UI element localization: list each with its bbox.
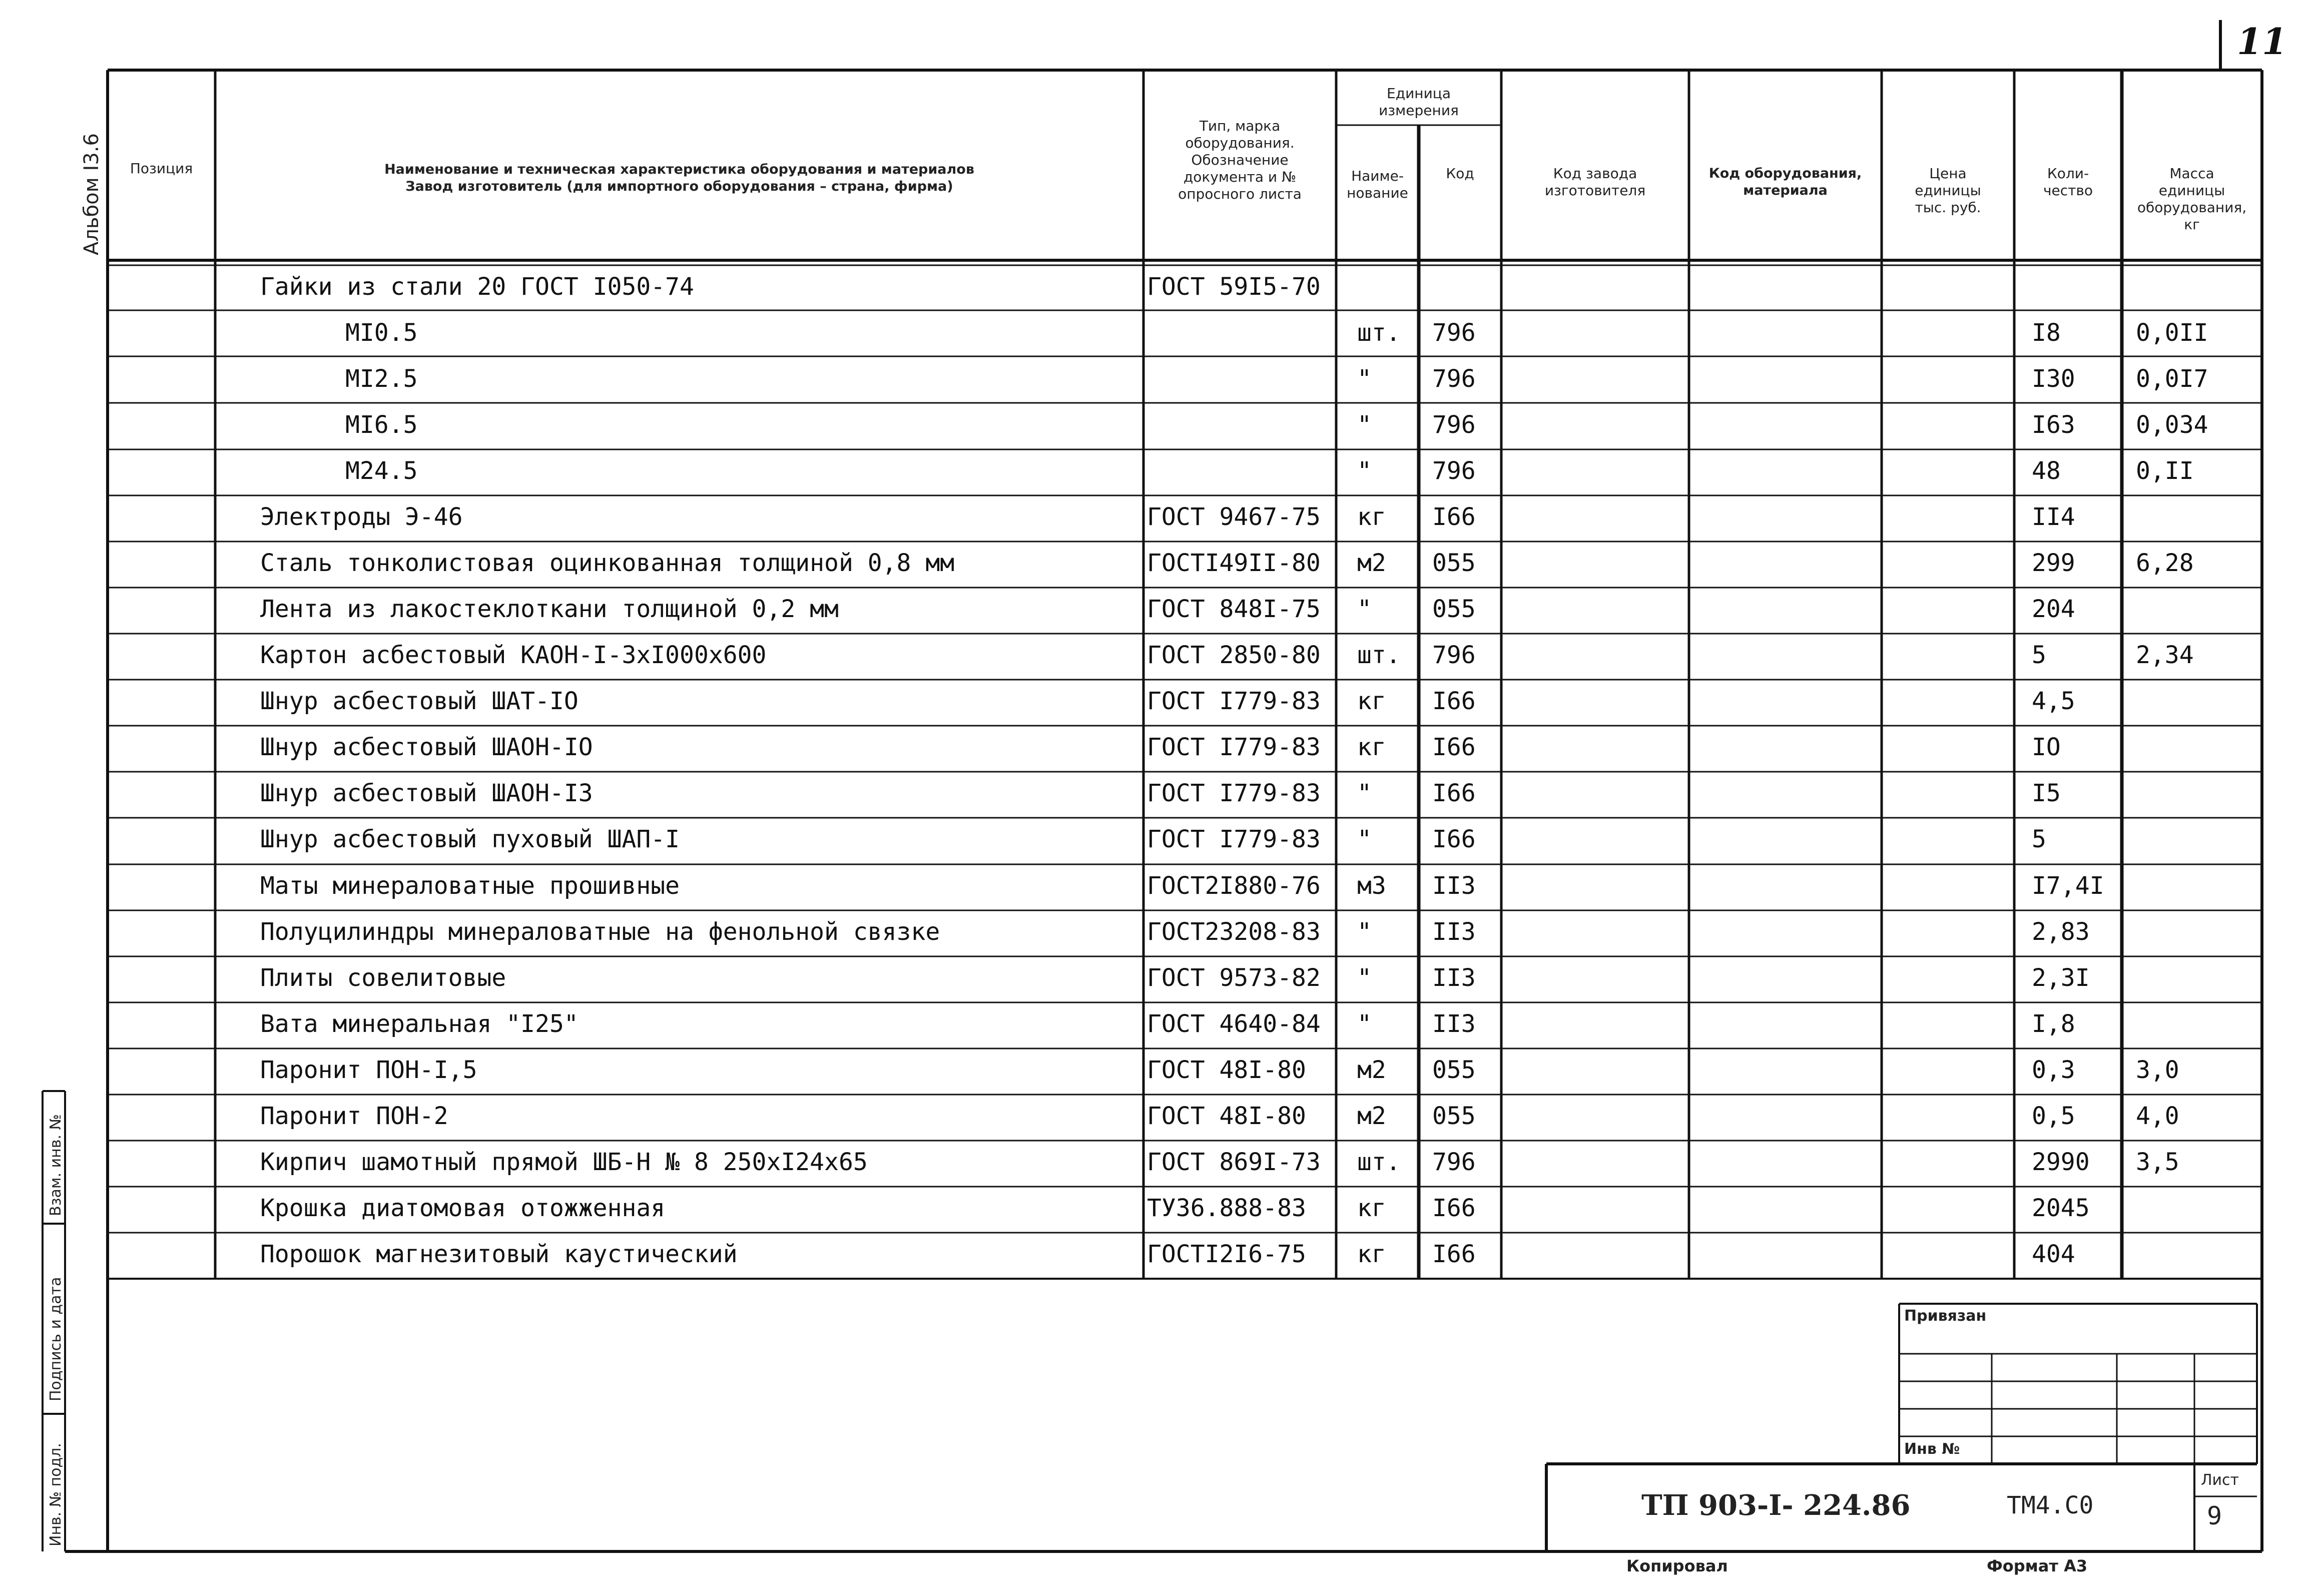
- item-name: Паронит ПОН-2: [260, 1102, 448, 1130]
- item-qty: 5: [2032, 825, 2046, 853]
- item-doc: ГОСТ 848I-75: [1147, 595, 1321, 623]
- item-qty: 204: [2032, 595, 2075, 623]
- header-unit-code: Код: [1446, 165, 1474, 182]
- table-row: [0, 365, 2262, 395]
- item-unit: шт.: [1357, 1148, 1401, 1176]
- sheet-code: ТМ4.С0: [2007, 1491, 2094, 1519]
- table-row: [0, 641, 2262, 671]
- item-code: I66: [1432, 1240, 1476, 1268]
- item-code: 055: [1432, 549, 1476, 577]
- item-code: 796: [1432, 1148, 1476, 1176]
- item-unit: кг: [1357, 503, 1386, 531]
- format-label: Формат А3: [1987, 1556, 2088, 1575]
- item-code: 055: [1432, 1056, 1476, 1084]
- header-unit-group: Единица измерения: [1379, 85, 1459, 119]
- item-name: Маты минераловатные прошивные: [260, 872, 680, 900]
- item-code: II3: [1432, 964, 1476, 992]
- item-qty: I7,4I: [2032, 872, 2104, 900]
- item-unit: м2: [1357, 549, 1386, 577]
- inv-number-label: Инв №: [1904, 1440, 1960, 1458]
- table-row: [0, 595, 2262, 625]
- item-qty: 5: [2032, 641, 2046, 669]
- item-unit: кг: [1357, 687, 1386, 715]
- header-position: Позиция: [130, 160, 193, 177]
- sheet-number: 9: [2207, 1501, 2222, 1530]
- item-doc: ГОСТ 9573-82: [1147, 964, 1321, 992]
- item-doc: ГОСТ 9467-75: [1147, 503, 1321, 531]
- item-name: Порошок магнезитовый каустический: [260, 1240, 738, 1268]
- item-doc: ГОСТ 2850-80: [1147, 641, 1321, 669]
- table-row: [0, 1102, 2262, 1132]
- item-mass: 2,34: [2136, 641, 2194, 669]
- table-row: [0, 457, 2262, 487]
- item-mass: 0,0I7: [2136, 365, 2208, 393]
- sheet-label: Лист: [2201, 1471, 2239, 1489]
- item-name: Кирпич шамотный прямой ШБ-Н № 8 250хI24х65: [260, 1148, 868, 1176]
- item-qty: I63: [2032, 411, 2075, 439]
- document-code: ТП 903-I- 224.86: [1641, 1489, 1911, 1522]
- item-doc: ГОСТ I779-83: [1147, 687, 1321, 715]
- item-unit: кг: [1357, 733, 1386, 761]
- item-qty: I8: [2032, 319, 2061, 347]
- item-mass: 0,034: [2136, 411, 2208, 439]
- item-name: МI6.5: [345, 411, 418, 439]
- attached-label: Привязан: [1904, 1307, 1987, 1325]
- item-qty: I5: [2032, 779, 2061, 807]
- item-qty: 0,5: [2032, 1102, 2075, 1130]
- item-name: Электроды Э-46: [260, 503, 463, 531]
- item-code: I66: [1432, 733, 1476, 761]
- item-name: Гайки из стали 20 ГОСТ I050-74: [260, 273, 694, 301]
- header-type: Тип, марка оборудования. Обозначение документа и № опросного листа: [1178, 118, 1302, 202]
- item-code: 796: [1432, 641, 1476, 669]
- table-row: [0, 687, 2262, 717]
- item-qty: IО: [2032, 733, 2061, 761]
- item-unit: ": [1357, 411, 1372, 439]
- table-row: [0, 411, 2262, 441]
- table-row: [0, 779, 2262, 809]
- item-code: I66: [1432, 1194, 1476, 1222]
- item-mass: 3,5: [2136, 1148, 2179, 1176]
- item-mass: 3,0: [2136, 1056, 2179, 1084]
- item-unit: ": [1357, 825, 1372, 853]
- table-row: [0, 1148, 2262, 1178]
- item-unit: м3: [1357, 872, 1386, 900]
- album-label: Альбом I3.6: [80, 133, 103, 255]
- item-unit: ": [1357, 457, 1372, 485]
- item-qty: I30: [2032, 365, 2075, 393]
- item-qty: 2045: [2032, 1194, 2090, 1222]
- table-row: [0, 549, 2262, 579]
- header-quantity: Коли- чество: [2043, 165, 2093, 199]
- item-code: I66: [1432, 779, 1476, 807]
- item-qty: 2,3I: [2032, 964, 2090, 992]
- item-qty: 2,83: [2032, 918, 2090, 946]
- item-qty: 404: [2032, 1240, 2075, 1268]
- stamp-replacement-inv: Взам. инв. №: [47, 1114, 65, 1216]
- stamp-signature-date: Подпись и дата: [47, 1277, 65, 1401]
- item-name: МI2.5: [345, 365, 418, 393]
- table-row: [0, 872, 2262, 902]
- item-doc: ГОСТ I779-83: [1147, 779, 1321, 807]
- item-name: Картон асбестовый КАОН-I-3хI000х600: [260, 641, 767, 669]
- table-row: [0, 1194, 2262, 1224]
- table-row: [0, 503, 2262, 533]
- item-doc: ГОСТ 48I-80: [1147, 1102, 1306, 1130]
- item-unit: ": [1357, 365, 1372, 393]
- table-row: [0, 319, 2262, 349]
- item-doc: ГОСТI49II-80: [1147, 549, 1321, 577]
- item-qty: 4,5: [2032, 687, 2075, 715]
- item-code: 055: [1432, 595, 1476, 623]
- item-qty: 2990: [2032, 1148, 2090, 1176]
- item-doc: ГОСТI2I6-75: [1147, 1240, 1306, 1268]
- item-doc: ГОСТ 48I-80: [1147, 1056, 1306, 1084]
- item-unit: кг: [1357, 1194, 1386, 1222]
- item-doc: ГОСТ23208-83: [1147, 918, 1321, 946]
- item-code: II3: [1432, 918, 1476, 946]
- item-name: Шнур асбестовый ШАОН-IО: [260, 733, 593, 761]
- header-price: Цена единицы тыс. руб.: [1915, 165, 1981, 216]
- item-unit: шт.: [1357, 641, 1401, 669]
- item-qty: 48: [2032, 457, 2061, 485]
- item-unit: ": [1357, 1010, 1372, 1038]
- item-doc: ГОСТ I779-83: [1147, 825, 1321, 853]
- header-unit-name: Наиме- нование: [1347, 168, 1408, 201]
- item-qty: II4: [2032, 503, 2075, 531]
- table-row: [0, 1010, 2262, 1040]
- header-name: Наименование и техническая характеристика оборудования и материалов Завод изготовитель (для импортного оборудования – страна, фирма): [384, 162, 974, 194]
- item-code: I66: [1432, 503, 1476, 531]
- item-code: II3: [1432, 872, 1476, 900]
- header-equipment-code: Код оборудования, материала: [1708, 166, 1862, 198]
- stamp-original-inv: Инв. № подл.: [47, 1443, 65, 1546]
- table-row: [0, 825, 2262, 855]
- item-name: Шнур асбестовый ШАТ-IО: [260, 687, 579, 715]
- item-unit: кг: [1357, 1240, 1386, 1268]
- item-name: МI0.5: [345, 319, 418, 347]
- item-doc: ГОСТ 869I-73: [1147, 1148, 1321, 1176]
- item-unit: м2: [1357, 1102, 1386, 1130]
- item-code: 796: [1432, 319, 1476, 347]
- table-row: [0, 1056, 2262, 1086]
- item-name: Сталь тонколистовая оцинкованная толщиной 0,8 мм: [260, 549, 955, 577]
- item-qty: I,8: [2032, 1010, 2075, 1038]
- item-mass: 0,0II: [2136, 319, 2208, 347]
- item-qty: 299: [2032, 549, 2075, 577]
- item-code: I66: [1432, 825, 1476, 853]
- item-name: Полуцилиндры минераловатные на фенольной связке: [260, 918, 940, 946]
- header-factory-code: Код завода изготовителя: [1544, 165, 1646, 199]
- item-unit: ": [1357, 779, 1372, 807]
- header-mass: Масса единицы оборудования, кг: [2137, 165, 2247, 233]
- item-name: Паронит ПОН-I,5: [260, 1056, 477, 1084]
- table-row: [0, 1240, 2262, 1270]
- page-number: 11: [2237, 20, 2287, 63]
- item-qty: 0,3: [2032, 1056, 2075, 1084]
- item-name: Вата минеральная "I25": [260, 1010, 579, 1038]
- item-doc: ТУ36.888-83: [1147, 1194, 1306, 1222]
- item-name: Лента из лакостеклоткани толщиной 0,2 мм: [260, 595, 839, 623]
- item-unit: ": [1357, 595, 1372, 623]
- item-unit: шт.: [1357, 319, 1401, 347]
- item-doc: ГОСТ 59I5-70: [1147, 273, 1321, 301]
- item-code: 055: [1432, 1102, 1476, 1130]
- table-row: [0, 273, 2262, 303]
- item-code: II3: [1432, 1010, 1476, 1038]
- item-doc: ГОСТ 4640-84: [1147, 1010, 1321, 1038]
- item-mass: 6,28: [2136, 549, 2194, 577]
- item-unit: ": [1357, 918, 1372, 946]
- item-code: I66: [1432, 687, 1476, 715]
- item-code: 796: [1432, 411, 1476, 439]
- table-row: [0, 733, 2262, 763]
- item-doc: ГОСТ I779-83: [1147, 733, 1321, 761]
- item-name: Плиты совелитовые: [260, 964, 506, 992]
- item-doc: ГОСТ2I880-76: [1147, 872, 1321, 900]
- item-mass: 4,0: [2136, 1102, 2179, 1130]
- copied-label: Копировал: [1626, 1556, 1728, 1575]
- item-code: 796: [1432, 457, 1476, 485]
- item-unit: ": [1357, 964, 1372, 992]
- item-name: М24.5: [345, 457, 418, 485]
- item-name: Шнур асбестовый ШАОН-I3: [260, 779, 593, 807]
- item-name: Шнур асбестовый пуховый ШАП-I: [260, 825, 680, 853]
- item-code: 796: [1432, 365, 1476, 393]
- table-row: [0, 964, 2262, 994]
- item-name: Крошка диатомовая отожженная: [260, 1194, 666, 1222]
- item-unit: м2: [1357, 1056, 1386, 1084]
- item-mass: 0,II: [2136, 457, 2194, 485]
- table-row: [0, 918, 2262, 948]
